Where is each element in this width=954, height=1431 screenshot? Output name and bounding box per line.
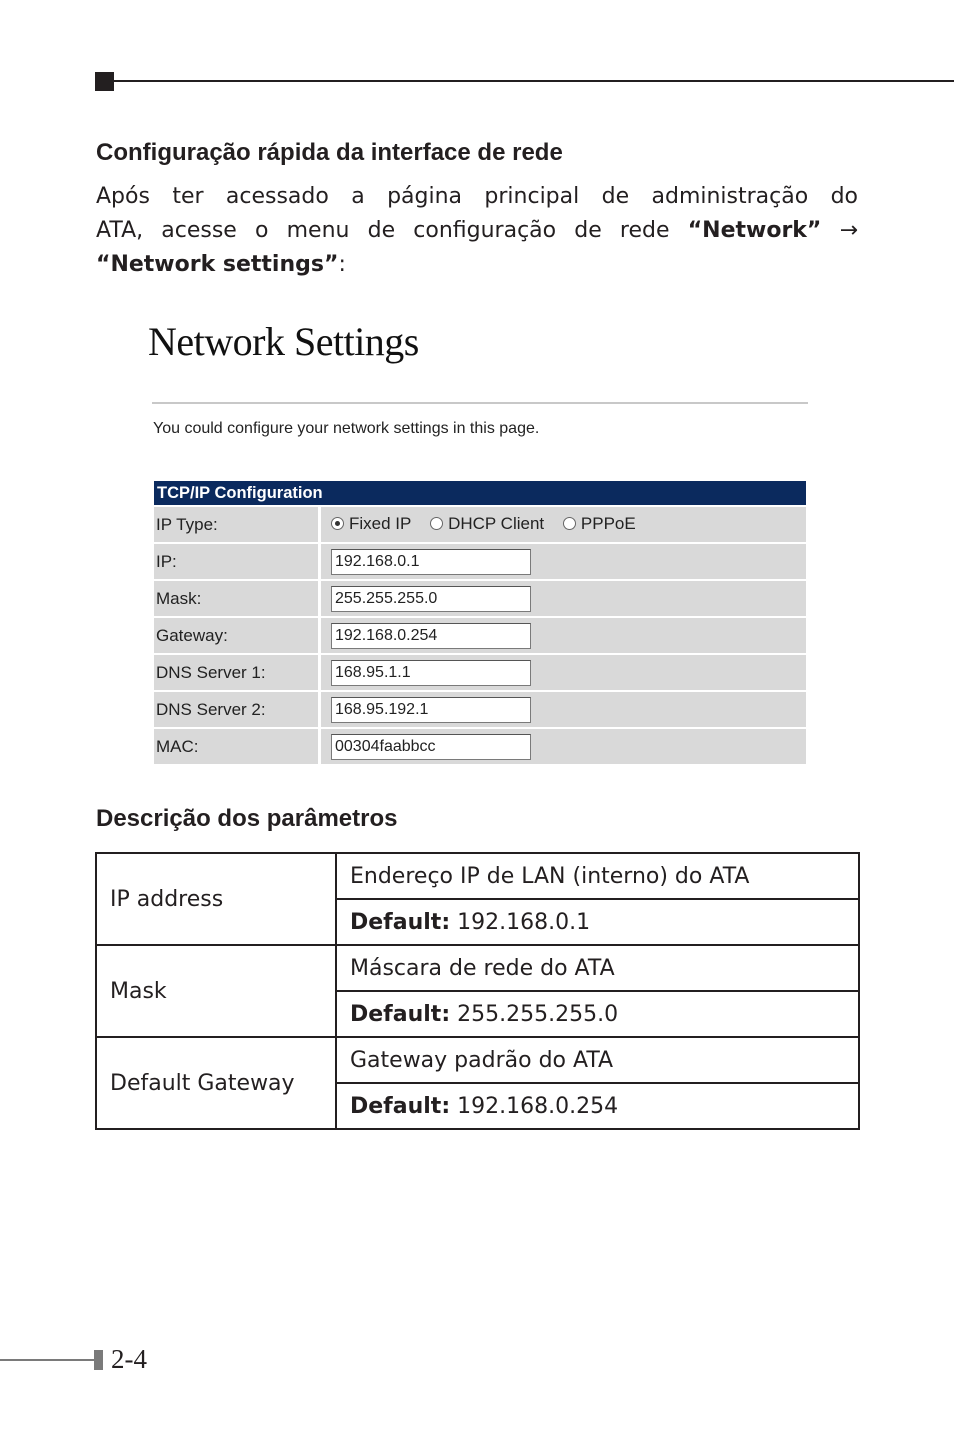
intro-line-3 <box>96 248 858 282</box>
radio-dhcp-client-label: DHCP Client <box>448 513 545 533</box>
menu-network: “Network” <box>687 218 822 243</box>
header-square-marker <box>95 72 114 91</box>
mask-row <box>154 579 806 616</box>
param-default <box>336 991 859 1037</box>
radio-pppoe-label: PPPoE <box>580 513 636 533</box>
dns1-label: DNS Server 1: <box>154 653 321 690</box>
mac-input[interactable]: 00304faabbcc <box>331 734 531 760</box>
mac-label: MAC: <box>154 727 321 764</box>
intro-line-2 <box>96 214 858 248</box>
param-default <box>336 899 859 945</box>
intro-line-1: Após ter acessado a página principal de administração do <box>96 184 858 209</box>
default-value: 192.168.0.254 <box>457 1093 619 1119</box>
gateway-label: Gateway: <box>154 616 321 653</box>
dns1-input[interactable]: 168.95.1.1 <box>331 660 531 686</box>
radio-fixed-ip-label: Fixed IP <box>349 513 412 533</box>
tcpip-config-header: TCP/IP Configuration <box>154 481 806 505</box>
ip-type-options <box>321 505 806 542</box>
intro-line-2-text: ATA, acesse o menu de configuração de rede <box>96 218 670 243</box>
table-row <box>96 945 859 991</box>
radio-dhcp-client[interactable] <box>430 514 544 534</box>
arrow-icon: → <box>839 218 858 243</box>
table-row <box>96 1037 859 1083</box>
tcpip-config-table <box>154 481 806 764</box>
param-name: IP address <box>96 853 336 945</box>
param-description: Gateway padrão do ATA <box>336 1037 859 1083</box>
params-title: Descrição dos parâmetros <box>96 805 398 832</box>
param-description: Endereço IP de LAN (interno) do ATA <box>336 853 859 899</box>
menu-network-settings: “Network settings” <box>96 252 339 277</box>
default-label: Default: <box>350 1001 451 1027</box>
header-rule <box>114 80 954 82</box>
dns2-label: DNS Server 2: <box>154 690 321 727</box>
param-description: Máscara de rede do ATA <box>336 945 859 991</box>
ip-label: IP: <box>154 542 321 579</box>
dns2-input[interactable]: 168.95.192.1 <box>331 697 531 723</box>
footer-marker <box>94 1350 103 1370</box>
param-name: Default Gateway <box>96 1037 336 1129</box>
page-number: 2-4 <box>111 1344 147 1374</box>
ip-row <box>154 542 806 579</box>
network-settings-screenshot <box>140 310 820 770</box>
table-row <box>96 853 859 899</box>
mac-row <box>154 727 806 764</box>
footer-rule <box>0 1359 94 1361</box>
radio-unchecked-icon[interactable] <box>430 517 443 530</box>
ip-input[interactable]: 192.168.0.1 <box>331 549 531 575</box>
param-name: Mask <box>96 945 336 1037</box>
params-table <box>95 852 860 1130</box>
param-default <box>336 1083 859 1129</box>
mask-label: Mask: <box>154 579 321 616</box>
mask-input[interactable]: 255.255.255.0 <box>331 586 531 612</box>
default-value: 192.168.0.1 <box>457 909 591 935</box>
default-value: 255.255.255.0 <box>457 1001 619 1027</box>
radio-unchecked-icon[interactable] <box>563 517 576 530</box>
default-label: Default: <box>350 1093 451 1119</box>
gateway-input[interactable]: 192.168.0.254 <box>331 623 531 649</box>
ip-type-label: IP Type: <box>154 505 321 542</box>
radio-pppoe[interactable] <box>563 514 636 534</box>
gateway-row <box>154 616 806 653</box>
radio-checked-icon[interactable] <box>331 517 344 530</box>
dns2-row <box>154 690 806 727</box>
intro-paragraph <box>96 180 858 282</box>
section-title: Configuração rápida da interface de rede <box>96 139 563 166</box>
ip-type-row <box>154 505 806 542</box>
screenshot-divider <box>152 402 808 404</box>
intro-line-3-tail: : <box>338 252 346 277</box>
screenshot-description: You could configure your network settings in this page. <box>153 420 540 437</box>
radio-fixed-ip[interactable] <box>331 514 411 534</box>
dns1-row <box>154 653 806 690</box>
default-label: Default: <box>350 909 451 935</box>
screenshot-title: Network Settings <box>148 319 419 364</box>
